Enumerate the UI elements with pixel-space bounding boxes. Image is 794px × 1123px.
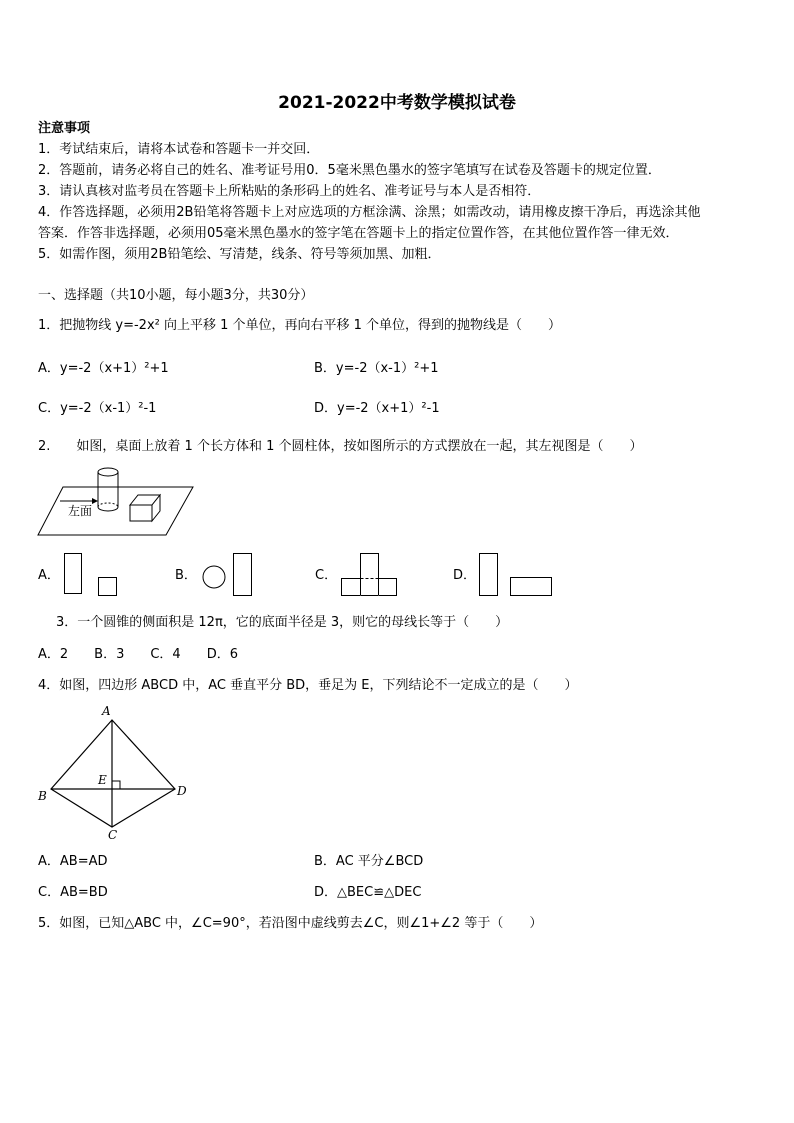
notice-item-4-cont: 答案．作答非选择题，必须用05毫米黑色墨水的签字笔在答题卡上的指定位置作答，在其他位置作答一律无效． bbox=[38, 226, 679, 241]
q4-option-b: B．AC 平分∠BCD bbox=[314, 854, 424, 869]
q5-stem: 5．如图，已知△ABC 中，∠C=90°，若沿图中虚线剪去∠C，则∠1+∠2 等于（ ） bbox=[38, 916, 543, 931]
q2-option-c-figure bbox=[340, 553, 400, 597]
q4-figure bbox=[34, 700, 194, 845]
q2-option-c: C． bbox=[315, 568, 338, 583]
q1-option-c: C．y=-2（x-1）²-1 bbox=[38, 401, 157, 416]
q1-option-a: A．y=-2（x+1）²+1 bbox=[38, 361, 169, 376]
notice-item-5: 5．如需作图，须用2B铅笔绘、写清楚，线条、符号等须加黑、加粗． bbox=[38, 247, 441, 262]
q4-label-c: C bbox=[108, 828, 118, 842]
q1-option-b: B．y=-2（x-1）²+1 bbox=[314, 361, 439, 376]
q2-stem: 2. 如图，桌面上放着 1 个长方体和 1 个圆柱体，按如图所示的方式摆放在一起，其左视图是（ ） bbox=[38, 439, 643, 454]
q1-stem: 1．把抛物线 y=-2x² 向上平移 1 个单位，再向右平移 1 个单位，得到的抛物线是（ ） bbox=[38, 318, 562, 333]
q4-label-e: E bbox=[98, 773, 107, 787]
section-heading: 一、选择题（共10小题，每小题3分，共30分） bbox=[38, 288, 314, 303]
q4-label-b: B bbox=[38, 789, 47, 803]
q4-label-a: A bbox=[102, 704, 111, 718]
q2-option-a-figure bbox=[64, 553, 124, 597]
q2-option-b-figure bbox=[202, 553, 262, 597]
notice-item-4: 4．作答选择题，必须用2B铅笔将答题卡上对应选项的方框涂满、涂黑；如需改动，请用橡皮擦干净后，再选涂其他 bbox=[38, 205, 701, 220]
q1-option-d: D．y=-2（x+1）²-1 bbox=[314, 401, 440, 416]
notice-item-2: 2．答题前，请务必将自己的姓名、准考证号用0．5毫米黑色墨水的签字笔填写在试卷及答题卡的规定位置． bbox=[38, 163, 661, 178]
notice-heading: 注意事项 bbox=[38, 121, 91, 136]
page-title: 2021-2022中考数学模拟试卷 bbox=[278, 93, 516, 113]
q2-figure bbox=[38, 465, 198, 540]
q2-figure-label: 左面 bbox=[68, 504, 93, 518]
q3-stem: 3．一个圆锥的侧面积是 12π，它的底面半径是 3，则它的母线长等于（ ） bbox=[56, 615, 509, 630]
q4-label-d: D bbox=[177, 784, 187, 798]
q3-options: A．2 B．3 C．4 D．6 bbox=[38, 647, 238, 662]
q4-option-a: A．AB=AD bbox=[38, 854, 108, 869]
q2-option-d: D． bbox=[453, 568, 477, 583]
q4-stem: 4．如图，四边形 ABCD 中，AC 垂直平分 BD，垂足为 E，下列结论不一定成立的是（ ） bbox=[38, 678, 578, 693]
notice-item-1: 1．考试结束后，请将本试卷和答题卡一并交回． bbox=[38, 142, 320, 157]
q2-option-b: B． bbox=[175, 568, 197, 583]
q4-option-d: D．△BEC≌△DEC bbox=[314, 885, 422, 900]
q2-option-d-figure bbox=[479, 553, 559, 597]
q2-option-a: A． bbox=[38, 568, 60, 583]
q4-option-c: C．AB=BD bbox=[38, 885, 108, 900]
notice-item-3: 3．请认真核对监考员在答题卡上所粘贴的条形码上的姓名、准考证号与本人是否相符． bbox=[38, 184, 541, 199]
